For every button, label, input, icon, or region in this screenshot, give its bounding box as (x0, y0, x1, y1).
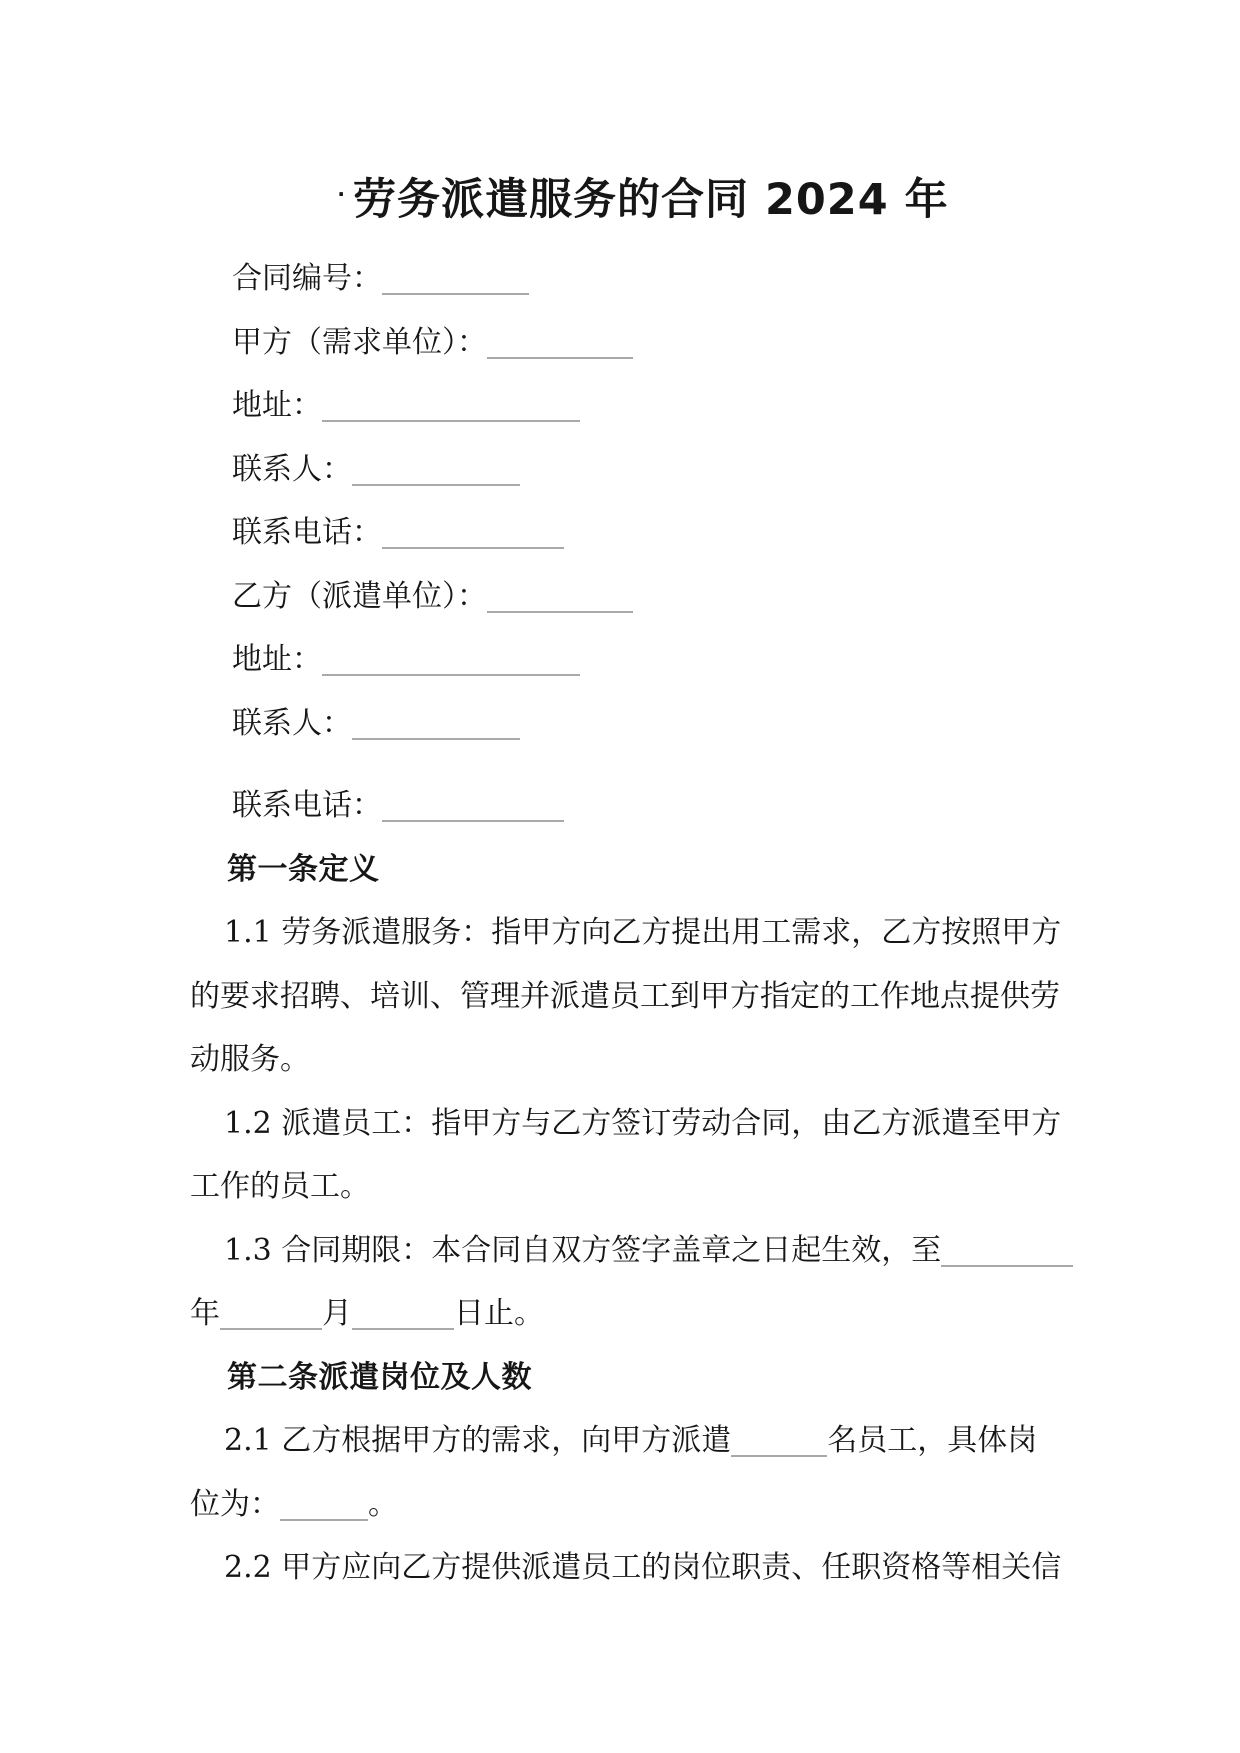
line-text: 日止。 (454, 1296, 544, 1331)
paragraph-line (190, 1155, 1072, 1219)
form-field-line (190, 774, 1072, 838)
blank-underline (352, 454, 520, 486)
blank-underline (382, 263, 529, 295)
field-label: 联系电话： (232, 788, 382, 823)
heading-text: 第一条定义 (227, 851, 380, 887)
blank-underline (352, 708, 520, 740)
section-heading (190, 838, 1072, 902)
paragraph-line (190, 1536, 1072, 1600)
form-field-line (190, 247, 1072, 311)
paragraph-line (190, 1219, 1072, 1283)
form-field-line (190, 565, 1072, 629)
blank-underline (322, 390, 580, 422)
form-field-line (190, 692, 1072, 756)
line-text: 工作的员工。 (190, 1169, 370, 1204)
paragraph-line (190, 1028, 1072, 1092)
line-text: 1.3 合同期限：本合同自双方签字盖章之日起生效，至 (224, 1232, 942, 1268)
field-label: 联系人： (232, 705, 352, 741)
field-label: 联系人： (232, 451, 352, 487)
form-field-line (190, 501, 1072, 565)
form-field-line (190, 438, 1072, 502)
blank-underline (220, 1298, 322, 1330)
line-text: 2.1 乙方根据甲方的需求，向甲方派遣 (224, 1423, 732, 1458)
blank-underline (487, 327, 633, 359)
blank-underline (280, 1489, 368, 1521)
blank-underline (382, 790, 564, 822)
line-text: 的要求招聘、培训、管理并派遣员工到甲方指定的工作地点提供劳 (190, 978, 1060, 1014)
document-body (190, 247, 1072, 1600)
paragraph-line (190, 1409, 1072, 1473)
title-bullet-mark: · (337, 182, 346, 206)
field-label: 联系电话： (232, 515, 382, 550)
line-text: 2.2 甲方应向乙方提供派遣员工的岗位职责、任职资格等相关信 (224, 1550, 1062, 1585)
field-label: 乙方（派遣单位）： (232, 578, 487, 614)
form-field-line (190, 628, 1072, 692)
paragraph-line (190, 965, 1072, 1029)
document-title (0, 166, 1240, 228)
blank-underline (382, 517, 564, 549)
paragraph-line (190, 1473, 1072, 1537)
line-text: 1.2 派遣员工：指甲方与乙方签订劳动合同，由乙方派遣至甲方 (224, 1105, 1062, 1141)
line-text: 名员工，具体岗 (827, 1423, 1038, 1458)
blank-underline (487, 581, 633, 613)
paragraph-line (190, 901, 1072, 965)
line-text: 年 (190, 1296, 220, 1331)
line-text: 。 (368, 1486, 398, 1522)
blank-underline (322, 644, 580, 676)
line-text: 1.1 劳务派遣服务：指甲方向乙方提出用工需求，乙方按照甲方 (224, 915, 1062, 950)
section-heading (190, 1346, 1072, 1410)
line-text: 位为： (190, 1486, 280, 1522)
field-label: 地址： (232, 388, 322, 423)
paragraph-line (190, 1282, 1072, 1346)
line-text: 动服务。 (190, 1042, 310, 1077)
blank-underline (731, 1425, 827, 1457)
field-label: 地址： (232, 642, 322, 677)
field-label: 甲方（需求单位）： (232, 324, 487, 360)
form-field-line (190, 311, 1072, 375)
heading-text: 第二条派遣岗位及人数 (227, 1359, 532, 1395)
form-field-line (190, 374, 1072, 438)
line-text: 月 (322, 1296, 352, 1331)
field-label: 合同编号： (232, 261, 382, 296)
paragraph-line (190, 1092, 1072, 1156)
blank-underline (352, 1298, 454, 1330)
document-title-text: 劳务派遣服务的合同 2024 年 (352, 175, 949, 225)
blank-underline (941, 1235, 1073, 1267)
